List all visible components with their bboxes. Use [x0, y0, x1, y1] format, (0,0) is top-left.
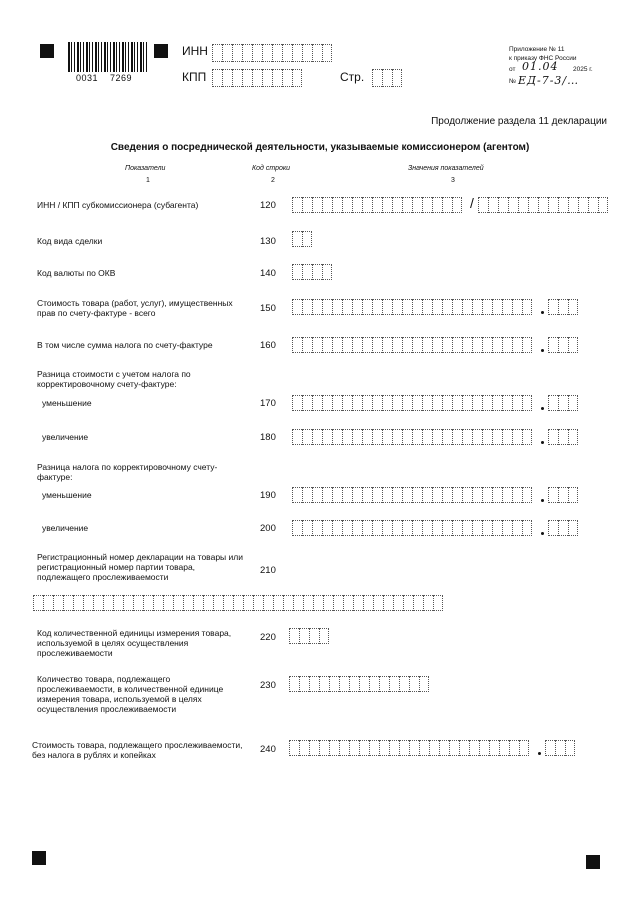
field-140[interactable]	[292, 264, 332, 280]
row-code-230: 230	[260, 680, 276, 691]
row-code-190: 190	[260, 490, 276, 501]
row-code-180: 180	[260, 432, 276, 443]
row-label-150: Стоимость товара (работ, услуг), имущественных прав по счету-фактуре - всего	[37, 298, 233, 318]
appendix-note-line2: к приказу ФНС России	[509, 55, 577, 62]
column-number-3: 3	[451, 177, 455, 184]
row-label-230: Количество товара, подлежащего прослеживаемости, в количественной единице измерения товара, используемой в целях осуществления прослеживаемости	[37, 674, 224, 714]
row-code-210: 210	[260, 565, 276, 576]
corner-marker-top-left	[40, 44, 54, 58]
kpp-label: КПП	[182, 70, 207, 84]
decimal-point	[541, 311, 544, 314]
row-code-140: 140	[260, 268, 276, 279]
appendix-note-line3-prefix: от	[509, 66, 516, 73]
field-200-kopecks[interactable]	[548, 520, 578, 536]
inn-cells[interactable]	[212, 44, 332, 62]
field-160-kopecks[interactable]	[548, 337, 578, 353]
row-label-130: Код вида сделки	[37, 236, 103, 246]
column-number-2: 2	[271, 177, 275, 184]
page-label: Стр.	[340, 70, 365, 84]
group-label-cost-difference: Разница стоимости с учетом налога по корректировочному счету-фактуре:	[37, 369, 191, 389]
row-label-220: Код количественной единицы измерения товара, используемой в целях осуществления прослеживаемости	[37, 628, 232, 658]
decimal-point	[538, 752, 541, 755]
field-180-rubles[interactable]	[292, 429, 532, 445]
field-170-rubles[interactable]	[292, 395, 532, 411]
row-label-200: увеличение	[42, 523, 89, 533]
section-continuation: Продолжение раздела 11 декларации	[431, 116, 607, 127]
field-190-kopecks[interactable]	[548, 487, 578, 503]
barcode	[68, 42, 148, 72]
row-code-200: 200	[260, 523, 276, 534]
corner-marker-bottom-right	[586, 855, 600, 869]
row-label-120: ИНН / КПП субкомиссионера (субагента)	[37, 200, 199, 210]
row-label-180: увеличение	[42, 432, 89, 442]
row-label-210: Регистрационный номер декларации на товары или регистрационный номер партии товара, подлежащего прослеживаемости	[37, 552, 243, 582]
decimal-point	[541, 499, 544, 502]
handwritten-number: ЕД-7-3/…	[518, 74, 580, 87]
decimal-point	[541, 349, 544, 352]
row-label-190: уменьшение	[42, 490, 92, 500]
field-180-kopecks[interactable]	[548, 429, 578, 445]
field-210[interactable]	[33, 595, 443, 611]
appendix-note-line4-prefix: №	[509, 78, 516, 85]
field-120-kpp[interactable]	[478, 197, 608, 213]
field-240-rubles[interactable]	[289, 740, 529, 756]
field-220[interactable]	[289, 628, 329, 644]
field-150-kopecks[interactable]	[548, 299, 578, 315]
field-200-rubles[interactable]	[292, 520, 532, 536]
field-170-kopecks[interactable]	[548, 395, 578, 411]
appendix-note-line3-suffix: 2025 г.	[573, 66, 593, 73]
inn-label: ИНН	[182, 44, 208, 58]
barcode-number-left: 0031	[76, 73, 99, 83]
barcode-number-right: 7269	[110, 73, 133, 83]
handwritten-date: 01.04	[522, 60, 559, 73]
inn-kpp-separator: /	[470, 195, 474, 211]
field-190-rubles[interactable]	[292, 487, 532, 503]
row-code-160: 160	[260, 340, 276, 351]
field-230[interactable]	[289, 676, 429, 692]
row-label-240: Стоимость товара, подлежащего прослеживаемости, без налога в рублях и копейках	[32, 740, 243, 760]
page-number-cells[interactable]	[372, 69, 402, 87]
kpp-cells[interactable]	[212, 69, 302, 87]
decimal-point	[541, 532, 544, 535]
field-150-rubles[interactable]	[292, 299, 532, 315]
decimal-point	[541, 407, 544, 410]
row-label-140: Код валюты по ОКВ	[37, 268, 116, 278]
group-label-tax-difference: Разница налога по корректировочному счету-фактуре:	[37, 462, 218, 482]
row-code-130: 130	[260, 236, 276, 247]
section-title: Сведения о посреднической деятельности, указываемые комиссионером (агентом)	[110, 142, 530, 153]
column-head-line-code: Код строки	[252, 165, 291, 172]
column-head-values: Значения показателей	[408, 165, 484, 172]
field-130[interactable]	[292, 231, 312, 247]
row-code-170: 170	[260, 398, 276, 409]
row-code-150: 150	[260, 303, 276, 314]
decimal-point	[541, 441, 544, 444]
row-code-220: 220	[260, 632, 276, 643]
field-240-kopecks[interactable]	[545, 740, 575, 756]
row-label-170: уменьшение	[42, 398, 92, 408]
corner-marker-bottom-left	[32, 851, 46, 865]
column-number-1: 1	[146, 177, 150, 184]
row-label-160: В том числе сумма налога по счету-фактуре	[37, 340, 213, 350]
appendix-note-line1: Приложение № 11	[509, 46, 565, 53]
column-head-indicators: Показатели	[125, 165, 166, 172]
field-160-rubles[interactable]	[292, 337, 532, 353]
corner-marker-top-right	[154, 44, 168, 58]
row-code-240: 240	[260, 744, 276, 755]
row-code-120: 120	[260, 200, 276, 211]
field-120-inn[interactable]	[292, 197, 462, 213]
